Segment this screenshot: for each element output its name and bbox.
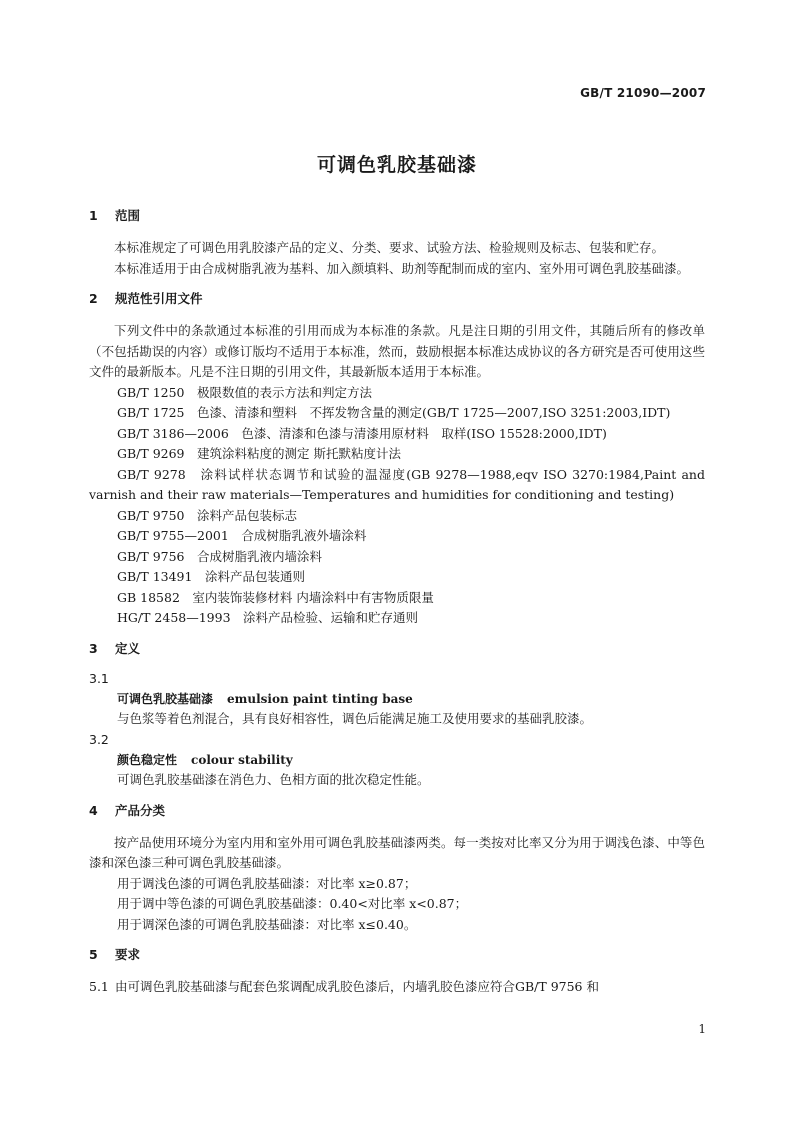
section-title: 产品分类 <box>115 802 166 818</box>
standard-code: GB/T 21090—2007 <box>580 86 706 100</box>
clause-text: 由可调色乳胶基础漆与配套色浆调配成乳胶色漆后，内墙乳胶色漆应符合GB/T 9756 和 <box>115 979 599 994</box>
section-number: 5 <box>89 947 98 962</box>
document-body <box>89 206 705 998</box>
reference-item: GB/T 9755—2001 合成树脂乳液外墙涂料 <box>117 528 367 543</box>
term-definition: 可调色乳胶基础漆在消色力、色相方面的批次稳定性能。 <box>117 772 430 787</box>
section-heading-2 <box>89 289 705 309</box>
classification-line: 用于调中等色漆的可调色乳胶基础漆：0.40<对比率 x<0.87； <box>117 896 468 911</box>
term-english: emulsion paint tinting base <box>227 691 413 706</box>
reference-item: GB/T 9750 涂料产品包装标志 <box>117 507 298 523</box>
term-entry <box>89 689 705 710</box>
clause-5-1 <box>89 977 705 998</box>
reference-item: GB/T 3186—2006 色漆、清漆和色漆与清漆用原材料 取样(ISO 15528:2000,IDT) <box>117 425 607 441</box>
reference-item: GB/T 13491 涂料产品包装通则 <box>117 569 305 584</box>
reference-item: GB/T 9278 涂料试样状态调节和试验的温湿度(GB 9278—1988,eqv ISO 3270:1984,Paint and varnish and their raw materials—Temperatures and humidities for conditioning and testing) <box>89 466 705 502</box>
subclause-number: 3.1 <box>89 670 109 686</box>
section-number: 1 <box>89 208 98 223</box>
section-number: 2 <box>89 291 98 306</box>
section-number: 4 <box>89 802 98 818</box>
paragraph: 按产品使用环境分为室内用和室外用可调色乳胶基础漆两类。每一类按对比率又分为用于调浅色漆、中等色漆和深色漆三种可调色乳胶基础漆。 <box>89 834 705 870</box>
clause-number: 5.1 <box>89 979 109 994</box>
section-heading-5 <box>89 945 705 965</box>
section-heading-4 <box>89 801 705 821</box>
classification-line: 用于调深色漆的可调色乳胶基础漆：对比率 x≤0.40。 <box>117 916 417 932</box>
section-heading-3 <box>89 639 705 659</box>
reference-item: GB/T 9756 合成树脂乳液内墙涂料 <box>117 548 323 564</box>
reference-item: GB/T 1250 极限数值的表示方法和判定方法 <box>117 384 373 400</box>
term-entry <box>89 750 705 771</box>
term-definition: 与色浆等着色剂混合，具有良好相容性，调色后能满足施工及使用要求的基础乳胶漆。 <box>117 711 593 726</box>
paragraph: 下列文件中的条款通过本标准的引用而成为本标准的条款。凡是注日期的引用文件，其随后所有的修改单（不包括勘误的内容）或修订版均不适用于本标准，然而，鼓励根据本标准达成协议的各方研究是否可使用这些文件的最新版本。凡是不注日期的引用文件，其最新版本适用于本标准。 <box>89 323 705 379</box>
term-chinese: 可调色乳胶基础漆 <box>117 691 214 706</box>
section-title: 要求 <box>115 947 141 962</box>
subclause-number: 3.2 <box>89 731 109 747</box>
classification-line: 用于调浅色漆的可调色乳胶基础漆：对比率 x≥0.87； <box>117 875 417 891</box>
document-title: 可调色乳胶基础漆 <box>316 154 477 176</box>
reference-item: GB/T 1725 色漆、清漆和塑料 不挥发物含量的测定(GB/T 1725—2007,ISO 3251:2003,IDT) <box>117 405 671 420</box>
term-english: colour stability <box>191 752 293 767</box>
section-title: 规范性引用文件 <box>115 291 203 306</box>
reference-item: GB/T 9269 建筑涂料粘度的测定 斯托默粘度计法 <box>117 446 401 461</box>
reference-item: HG/T 2458—1993 涂料产品检验、运输和贮存通则 <box>117 610 419 625</box>
section-title: 定义 <box>115 640 141 656</box>
section-title: 范围 <box>115 208 141 223</box>
section-heading-1 <box>89 206 705 226</box>
reference-item: GB 18582 室内装饰装修材料 内墙涂料中有害物质限量 <box>117 589 434 605</box>
page-number: 1 <box>698 1022 706 1036</box>
section-number: 3 <box>89 640 98 656</box>
term-chinese: 颜色稳定性 <box>117 752 178 767</box>
paragraph: 本标准适用于由合成树脂乳液为基料、加入颜填料、助剂等配制而成的室内、室外用可调色乳胶基础漆。 <box>114 260 690 276</box>
paragraph: 本标准规定了可调色用乳胶漆产品的定义、分类、要求、试验方法、检验规则及标志、包装和贮存。 <box>114 240 665 255</box>
